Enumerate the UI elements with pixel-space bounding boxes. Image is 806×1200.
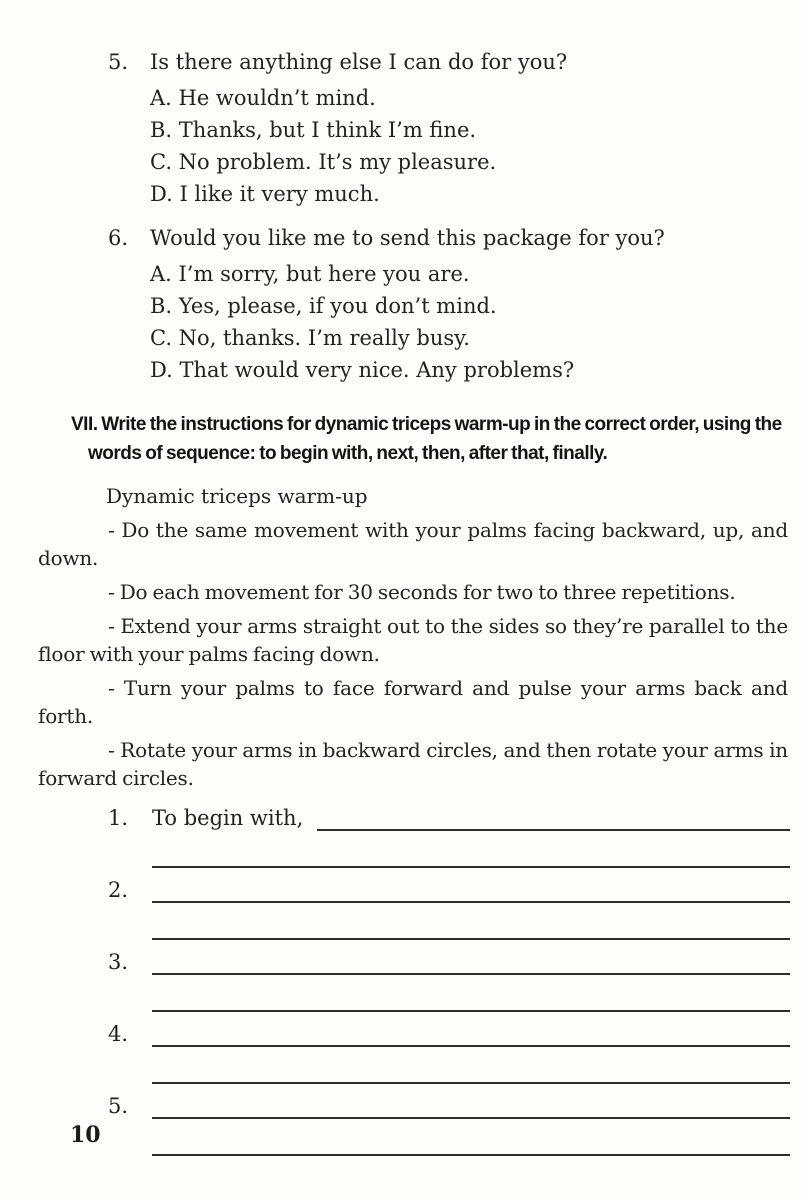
section-title: Write the instructions for dynamic triceps warm-up in the correct order, using the words of sequence: to begin with, next, then, after that, finally. — [88, 414, 782, 464]
mc-option: C. No problem. It’s my pleasure. — [150, 150, 497, 174]
answer-blank-line — [152, 866, 790, 903]
answer-item-number: 5. — [108, 1094, 129, 1118]
warmup-step: - Do the same movement with your palms facing backward, up, and down. — [38, 518, 788, 570]
mc-option: B. Yes, please, if you don’t mind. — [150, 294, 497, 318]
warmup-step: - Rotate your arms in backward circles, and then rotate your arms in forward circles. — [38, 738, 788, 790]
answer-item — [38, 940, 790, 1012]
answer-blank-line — [152, 1119, 790, 1156]
warmup-step: - Turn your palms to face forward and pulse your arms back and forth. — [38, 676, 788, 728]
mc-question-6 — [38, 224, 790, 386]
mc-option: A. He wouldn’t mind. — [150, 86, 376, 110]
mc-option: D. That would very nice. Any problems? — [150, 358, 575, 382]
answer-blank-line — [317, 794, 790, 831]
answer-blank-line — [152, 1082, 790, 1119]
answer-item-number: 4. — [108, 1022, 129, 1046]
answer-blank-line — [152, 1010, 790, 1047]
answer-item — [38, 796, 790, 868]
answer-blank-line — [152, 1047, 790, 1084]
answer-blank-line — [152, 903, 790, 940]
question-number: 6. — [108, 226, 129, 250]
mc-option: D. I like it very much. — [150, 182, 380, 206]
options-list — [38, 258, 790, 386]
question-text: Is there anything else I can do for you? — [150, 50, 568, 74]
answer-item-number: 1. — [108, 806, 129, 830]
answer-blank-line — [152, 831, 790, 868]
mc-question-5 — [38, 48, 790, 210]
section-marker: VII. — [71, 414, 98, 435]
answers-section — [38, 796, 790, 1156]
warmup-step: - Do each movement for 30 seconds for two to three repetitions. — [108, 580, 736, 604]
mc-option: A. I’m sorry, but here you are. — [150, 262, 470, 286]
answer-item — [38, 1012, 790, 1084]
answer-item — [38, 1084, 790, 1156]
warmup-subtitle: Dynamic triceps warm-up — [106, 484, 368, 508]
question-text: Would you like me to send this package for you? — [150, 226, 665, 250]
mc-option: B. Thanks, but I think I’m fine. — [150, 118, 477, 142]
section-vii-heading — [38, 410, 790, 468]
answer-item-number: 3. — [108, 950, 129, 974]
warmup-step: - Extend your arms straight out to the sides so they’re parallel to the floor with your palms facing down. — [38, 614, 788, 666]
answer-item-number: 2. — [108, 878, 129, 902]
answer-blank-line — [152, 938, 790, 975]
page-number: 10 — [70, 1122, 101, 1148]
mc-option: C. No, thanks. I’m really busy. — [150, 326, 470, 350]
answer-item — [38, 868, 790, 940]
answer-prefix: To begin with, — [152, 806, 304, 830]
answer-blank-line — [152, 975, 790, 1012]
options-list — [38, 82, 790, 210]
question-number: 5. — [108, 50, 129, 74]
